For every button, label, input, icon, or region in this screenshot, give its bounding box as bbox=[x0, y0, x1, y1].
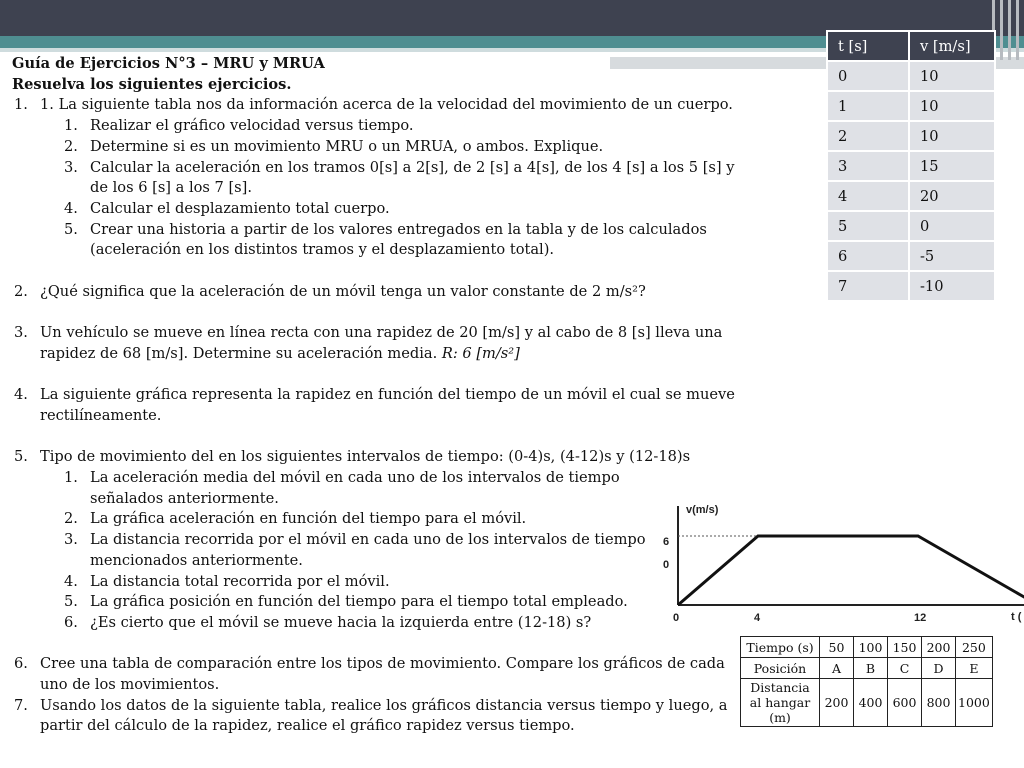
sub-item bbox=[12, 220, 742, 261]
table-cell: B bbox=[854, 658, 888, 679]
exercise-6 bbox=[12, 654, 730, 695]
sub-item-number: 2. bbox=[64, 510, 78, 528]
guide-subtitle: Resuelva los siguientes ejercicios. bbox=[12, 75, 292, 93]
table-cell: E bbox=[956, 658, 993, 679]
decor-line bbox=[1008, 0, 1011, 60]
y-tick-label: 6 bbox=[663, 536, 670, 548]
sub-item bbox=[12, 509, 650, 530]
table-row bbox=[827, 271, 995, 301]
exercise-text: ¿Qué significa que la aceleración de un móvil tenga un valor constante de 2 m/s²? bbox=[40, 282, 646, 300]
x-tick-label: 4 bbox=[754, 612, 761, 624]
table-row bbox=[827, 121, 995, 151]
exercise-text: Tipo de movimiento del en los siguientes intervalos de tiempo: (0-4)s, (4-12)s y (12-18)s bbox=[40, 448, 691, 466]
table-cell: 600 bbox=[888, 679, 922, 727]
table-cell: 800 bbox=[922, 679, 956, 727]
exercise-text: Un vehículo se mueve en línea recta con una rapidez de 20 [m/s] y al cabo de 8 [s] lleva una rapidez de 68 [m/s]. Determine su aceleración media. bbox=[40, 324, 723, 362]
sub-item-text: ¿Es cierto que el móvil se mueve hacia la izquierda entre (12-18) s? bbox=[90, 613, 592, 631]
table-row bbox=[827, 61, 995, 91]
table-cell: 4 bbox=[827, 181, 909, 211]
table-cell: 200 bbox=[820, 679, 854, 727]
sub-item-text: La distancia recorrida por el móvil en cada uno de los intervalos de tiempo mencionados anteriormente. bbox=[90, 531, 646, 569]
sub-item-number: 1. bbox=[64, 469, 78, 486]
table-cell: 150 bbox=[888, 637, 922, 658]
sub-item-text: La gráfica aceleración en función del tiempo para el móvil. bbox=[90, 510, 527, 528]
exercise-guide bbox=[12, 54, 742, 737]
x-tick-label: 12 bbox=[914, 612, 927, 624]
row-header: Posición bbox=[741, 658, 820, 679]
sub-item-text: Realizar el gráfico velocidad versus tiempo. bbox=[90, 117, 414, 135]
exercise-number: 1. bbox=[14, 96, 28, 114]
sub-item-number: 3. bbox=[64, 158, 78, 176]
sub-item-number: 4. bbox=[64, 199, 78, 217]
exercise-4 bbox=[12, 385, 742, 426]
table-cell: 2 bbox=[827, 121, 909, 151]
table-row bbox=[827, 211, 995, 241]
exercise-answer: R: 6 [m/s²] bbox=[441, 344, 520, 362]
table-row bbox=[827, 241, 995, 271]
sub-item bbox=[12, 530, 650, 571]
exercise-7 bbox=[12, 696, 730, 737]
table-cell: 400 bbox=[854, 679, 888, 727]
decor-line bbox=[1016, 0, 1019, 60]
table-row bbox=[741, 658, 993, 679]
sub-item bbox=[12, 572, 650, 593]
table-cell: 1 bbox=[827, 91, 909, 121]
sub-item-text: La aceleración media del móvil en cada uno de los intervalos de tiempo señalados anteriormente. bbox=[90, 469, 620, 507]
sub-item-text: Crear una historia a partir de los valores entregados en la tabla y de los calculados (aceleración en los distintos tramos y el desplazamiento total). bbox=[90, 220, 707, 259]
x-tick-labels bbox=[673, 612, 1024, 636]
sub-item-text: La gráfica posición en función del tiempo para el tiempo total empleado. bbox=[90, 593, 628, 611]
plot-area bbox=[678, 536, 1024, 605]
table-cell: D bbox=[922, 658, 956, 679]
sub-item bbox=[12, 137, 742, 158]
sub-item bbox=[12, 592, 660, 613]
exercise-number: 6. bbox=[14, 655, 28, 673]
row-header: Distancia al hangar (m) bbox=[741, 679, 820, 727]
table-cell: 20 bbox=[909, 181, 995, 211]
column-header: t [s] bbox=[827, 31, 909, 61]
decor-line bbox=[1000, 0, 1003, 60]
exercise-5 bbox=[12, 447, 742, 468]
table-cell: A bbox=[820, 658, 854, 679]
table-cell: 10 bbox=[909, 61, 995, 91]
sub-item-text: La distancia total recorrida por el móvil. bbox=[90, 572, 390, 590]
row-header: Tiempo (s) bbox=[741, 637, 820, 658]
sub-item bbox=[12, 199, 742, 220]
sub-item-text: Calcular el desplazamiento total cuerpo. bbox=[90, 199, 390, 217]
sub-item-number: 2. bbox=[64, 137, 78, 155]
x-axis-label: t ( bbox=[1011, 611, 1022, 623]
exercise-number: 5. bbox=[14, 448, 28, 466]
table-cell: 15 bbox=[909, 151, 995, 181]
sub-item-text: Calcular la aceleración en los tramos 0[s] a 2[s], de 2 [s] a 4[s], de los 4 [s] a los 5 [s] y de los 6 [s] a los 7 [s]. bbox=[90, 158, 735, 197]
y-tick-label: 0 bbox=[663, 559, 670, 571]
table-cell: 250 bbox=[956, 637, 993, 658]
sub-item-text: Determine si es un movimiento MRU o un MRUA, o ambos. Explique. bbox=[90, 137, 604, 155]
sub-item-number: 5. bbox=[64, 593, 78, 611]
table-cell: 0 bbox=[909, 211, 995, 241]
y-axis-label: v(m/s) bbox=[686, 504, 719, 516]
guide-title: Guía de Ejercicios N°3 – MRU y MRUA bbox=[12, 55, 325, 72]
sub-item-number: 6. bbox=[64, 613, 78, 631]
hangar-table bbox=[740, 636, 993, 727]
exercise-text: Cree una tabla de comparación entre los tipos de movimiento. Compare los gráficos de cada uno de los movimientos. bbox=[40, 655, 725, 694]
velocity-time-graph bbox=[660, 496, 1024, 636]
table-cell: 3 bbox=[827, 151, 909, 181]
table-row bbox=[827, 181, 995, 211]
exercise-number: 4. bbox=[14, 386, 28, 404]
table-cell: 7 bbox=[827, 271, 909, 301]
exercise-number: 2. bbox=[14, 282, 28, 300]
table-cell: 100 bbox=[854, 637, 888, 658]
sub-item-number: 4. bbox=[64, 572, 78, 590]
velocity-series-line bbox=[678, 536, 1024, 605]
sub-item bbox=[12, 468, 680, 509]
exercise-text: La siguiente gráfica representa la rapidez en función del tiempo de un móvil el cual se mueve rectilíneamente. bbox=[40, 386, 735, 424]
sub-item bbox=[12, 613, 660, 634]
exercise-1 bbox=[12, 95, 742, 116]
table-header-row bbox=[827, 31, 995, 61]
table-cell: 10 bbox=[909, 91, 995, 121]
table-cell: 0 bbox=[827, 61, 909, 91]
table-cell: 200 bbox=[922, 637, 956, 658]
sub-item bbox=[12, 158, 742, 199]
table-cell: -5 bbox=[909, 241, 995, 271]
table-row bbox=[827, 91, 995, 121]
exercise-2 bbox=[12, 282, 742, 303]
x-tick-label: 0 bbox=[673, 612, 680, 624]
column-header: v [m/s] bbox=[909, 31, 995, 61]
sub-item-number: 1. bbox=[64, 117, 78, 135]
table-row bbox=[741, 637, 993, 658]
sub-item bbox=[12, 116, 742, 137]
table-cell: 1000 bbox=[956, 679, 993, 727]
sub-item-number: 5. bbox=[64, 220, 78, 238]
table-cell: 5 bbox=[827, 211, 909, 241]
table-row bbox=[741, 679, 993, 727]
table-cell: C bbox=[888, 658, 922, 679]
exercise-text: Usando los datos de la siguiente tabla, realice los gráficos distancia versus tiempo y luego, a partir del cálculo de la rapidez, realice el gráfico rapidez versus tiempo. bbox=[40, 696, 728, 735]
table-cell: -10 bbox=[909, 271, 995, 301]
table-cell: 50 bbox=[820, 637, 854, 658]
table-row bbox=[827, 151, 995, 181]
exercise-number: 3. bbox=[14, 324, 28, 342]
sub-item-number: 3. bbox=[64, 531, 78, 549]
velocity-table bbox=[826, 30, 996, 302]
exercise-3 bbox=[12, 323, 742, 364]
exercise-number: 7. bbox=[14, 696, 28, 714]
table-cell: 10 bbox=[909, 121, 995, 151]
table-cell: 6 bbox=[827, 241, 909, 271]
exercise-text: 1. La siguiente tabla nos da información acerca de la velocidad del movimiento de un cuerpo. bbox=[40, 96, 733, 114]
